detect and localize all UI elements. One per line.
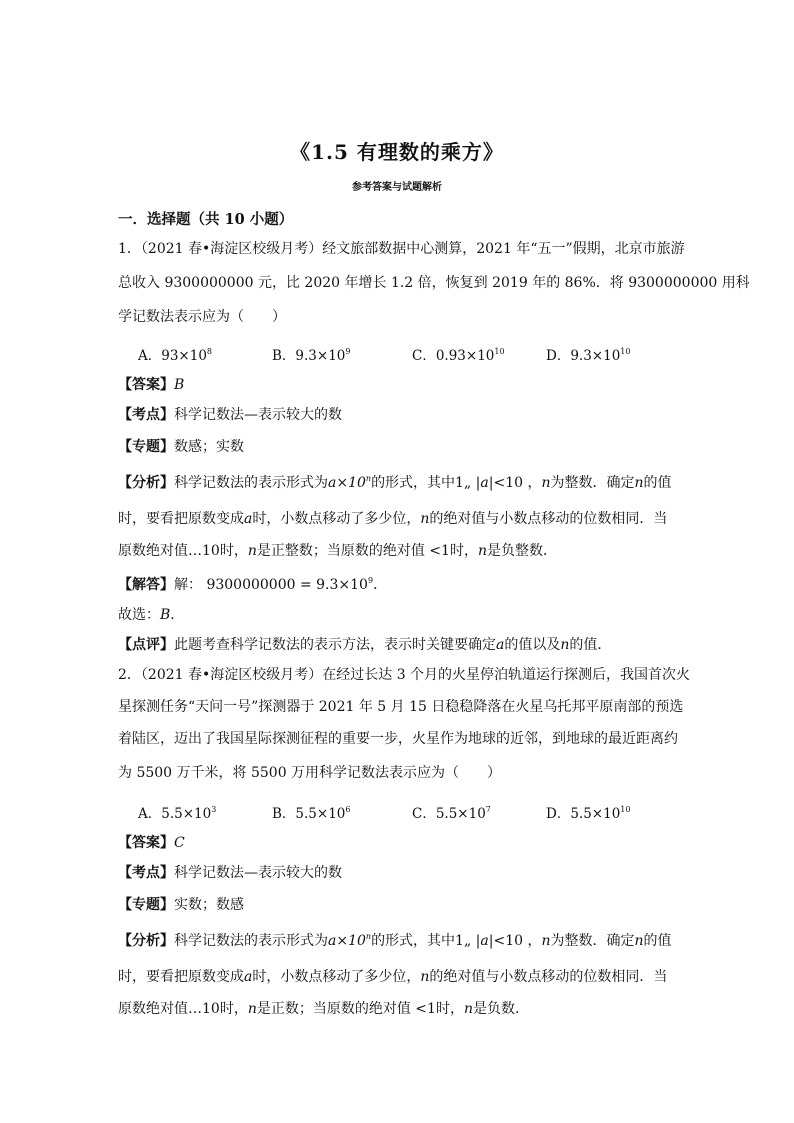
q1-answer: 【答案】B bbox=[118, 377, 185, 393]
q1-fenxi-line1: 【分析】科学记数法的表示形式为$a\times 10^n$的形式，其中1„ |a|<10 ，n为整数．确定n的值 bbox=[118, 474, 672, 491]
q2-option-b: B．$5.5\times 10^6$ bbox=[272, 805, 351, 822]
q1-option-d: D．$9.3\times 10^{10}$ bbox=[546, 347, 631, 364]
q1-stem-line1: 1．（2021 春•海淀区校级月考）经文旅部数据中心测算，2021 年“五一”假期，北京市旅游 bbox=[118, 241, 685, 257]
q2-zhuanti: 【专题】实数；数感 bbox=[118, 897, 244, 913]
q1-zhuanti: 【专题】数感；实数 bbox=[118, 439, 244, 455]
q1-kaodian: 【考点】科学记数法—表示较大的数 bbox=[118, 407, 342, 423]
q1-jieda: 【解答】解： $9300000000 = 9.3\times 10^9$． bbox=[118, 576, 388, 593]
q2-stem-line4: 为 5500 万千米，将 5500 万用科学记数法表示应为（ ） bbox=[118, 765, 502, 781]
q1-dianping: 【点评】此题考查科学记数法的表示方法，表示时关键要确定a的值以及n的值． bbox=[118, 637, 612, 653]
q1-option-b: B．$9.3\times 10^9$ bbox=[272, 347, 351, 364]
q2-fenxi-line3: 原数绝对值…10时，n是正数；当原数的绝对值 <1时，n是负数． bbox=[118, 1001, 529, 1017]
page-title: 《1.5 有理数的乘方》 bbox=[290, 140, 504, 164]
q2-kaodian: 【考点】科学记数法—表示较大的数 bbox=[118, 865, 342, 881]
q1-stem-line2: 总收入 9300000000 元，比 2020 年增长 1.2 倍，恢复到 2019 年的 86%．将 9300000000 用科 bbox=[118, 275, 750, 291]
q1-fenxi-line2: 时，要看把原数变成a时，小数点移动了多少位，n的绝对值与小数点移动的位数相同．当 bbox=[118, 511, 668, 527]
q2-option-c: C．$5.5\times 10^7$ bbox=[412, 805, 491, 822]
q1-stem-line3: 学记数法表示应为（ ） bbox=[118, 309, 286, 325]
q1-fenxi-line3: 原数绝对值…10时，n是正整数；当原数的绝对值 <1时，n是负整数． bbox=[118, 543, 557, 559]
q2-option-a: A．$5.5\times 10^3$ bbox=[138, 805, 217, 822]
q1-guxuan: 故选：B． bbox=[118, 607, 185, 623]
q2-fenxi-line2: 时，要看把原数变成a时，小数点移动了多少位，n的绝对值与小数点移动的位数相同．当 bbox=[118, 969, 668, 985]
q2-answer: 【答案】C bbox=[118, 835, 185, 851]
q2-fenxi-line1: 【分析】科学记数法的表示形式为$a\times 10^n$的形式，其中1„ |a|<10 ，n为整数．确定n的值 bbox=[118, 932, 672, 949]
q2-option-d: D．$5.5\times 10^{10}$ bbox=[546, 805, 631, 822]
page-subtitle: 参考答案与试题解析 bbox=[352, 182, 442, 193]
section-heading: 一．选择题（共 10 小题） bbox=[118, 211, 294, 228]
q2-stem-line1: 2．（2021 春•海淀区校级月考）在经过长达 3 个月的火星停泊轨道运行探测后，我国首次火 bbox=[118, 667, 691, 683]
q1-option-a: A．$93\times 10^8$ bbox=[138, 347, 213, 364]
q2-stem-line2: 星探测任务“天问一号”探测器于 2021 年 5 月 15 日稳稳降落在火星乌托邦平原南部的预选 bbox=[118, 699, 684, 715]
q2-stem-line3: 着陆区，迈出了我国星际探测征程的重要一步，火星作为地球的近邻，到地球的最近距离约 bbox=[118, 731, 678, 747]
q1-option-c: C．$0.93\times 10^{10}$ bbox=[412, 347, 505, 364]
